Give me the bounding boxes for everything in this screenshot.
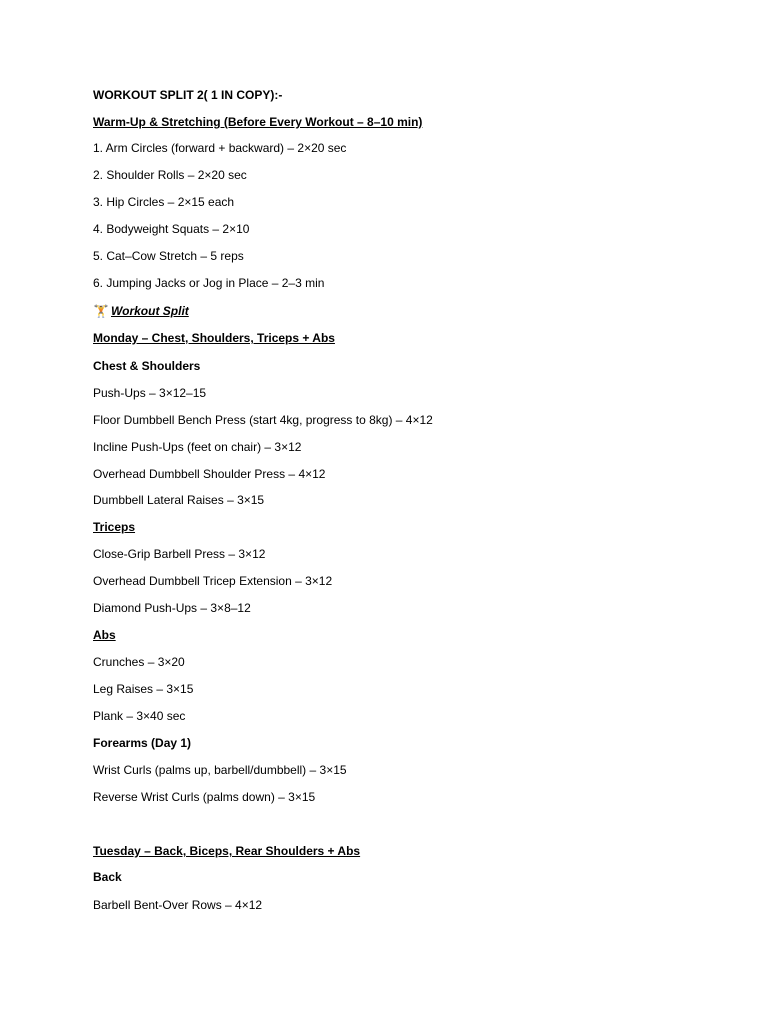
exercise-item: Incline Push-Ups (feet on chair) – 3×12 (93, 440, 302, 454)
chest-shoulders-heading: Chest & Shoulders (93, 359, 201, 373)
document-title: WORKOUT SPLIT 2( 1 IN COPY):- (93, 88, 283, 102)
workout-split-label: Workout Split (111, 304, 189, 318)
exercise-item: Leg Raises – 3×15 (93, 682, 194, 696)
exercise-item: Overhead Dumbbell Shoulder Press – 4×12 (93, 467, 326, 481)
weightlifter-icon: 🏋 (93, 304, 109, 318)
warmup-heading: Warm-Up & Stretching (Before Every Workout – 8–10 min) (93, 115, 423, 129)
forearms-heading: Forearms (Day 1) (93, 736, 192, 750)
exercise-item: Reverse Wrist Curls (palms down) – 3×15 (93, 790, 316, 804)
warmup-item: 3. Hip Circles – 2×15 each (93, 195, 235, 209)
warmup-item: 5. Cat–Cow Stretch – 5 reps (93, 249, 244, 263)
triceps-heading: Triceps (93, 520, 136, 534)
exercise-item: Push-Ups – 3×12–15 (93, 386, 207, 400)
warmup-item: 4. Bodyweight Squats – 2×10 (93, 222, 250, 236)
back-heading: Back (93, 870, 122, 884)
exercise-item: Plank – 3×40 sec (93, 709, 186, 723)
exercise-item: Barbell Bent-Over Rows – 4×12 (93, 898, 263, 912)
exercise-item: Wrist Curls (palms up, barbell/dumbbell) – 3×15 (93, 763, 347, 777)
exercise-item: Diamond Push-Ups – 3×8–12 (93, 601, 251, 615)
tuesday-heading: Tuesday – Back, Biceps, Rear Shoulders + Abs (93, 844, 361, 858)
exercise-item: Close-Grip Barbell Press – 3×12 (93, 547, 266, 561)
warmup-item: 1. Arm Circles (forward + backward) – 2×20 sec (93, 141, 347, 155)
monday-heading: Monday – Chest, Shoulders, Triceps + Abs (93, 331, 335, 345)
warmup-item: 6. Jumping Jacks or Jog in Place – 2–3 min (93, 276, 325, 290)
exercise-item: Floor Dumbbell Bench Press (start 4kg, progress to 8kg) – 4×12 (93, 413, 433, 427)
exercise-item: Overhead Dumbbell Tricep Extension – 3×12 (93, 574, 333, 588)
workout-split-heading (93, 303, 189, 319)
exercise-item: Dumbbell Lateral Raises – 3×15 (93, 493, 265, 507)
warmup-item: 2. Shoulder Rolls – 2×20 sec (93, 168, 247, 182)
abs-heading: Abs (93, 628, 116, 642)
exercise-item: Crunches – 3×20 (93, 655, 185, 669)
